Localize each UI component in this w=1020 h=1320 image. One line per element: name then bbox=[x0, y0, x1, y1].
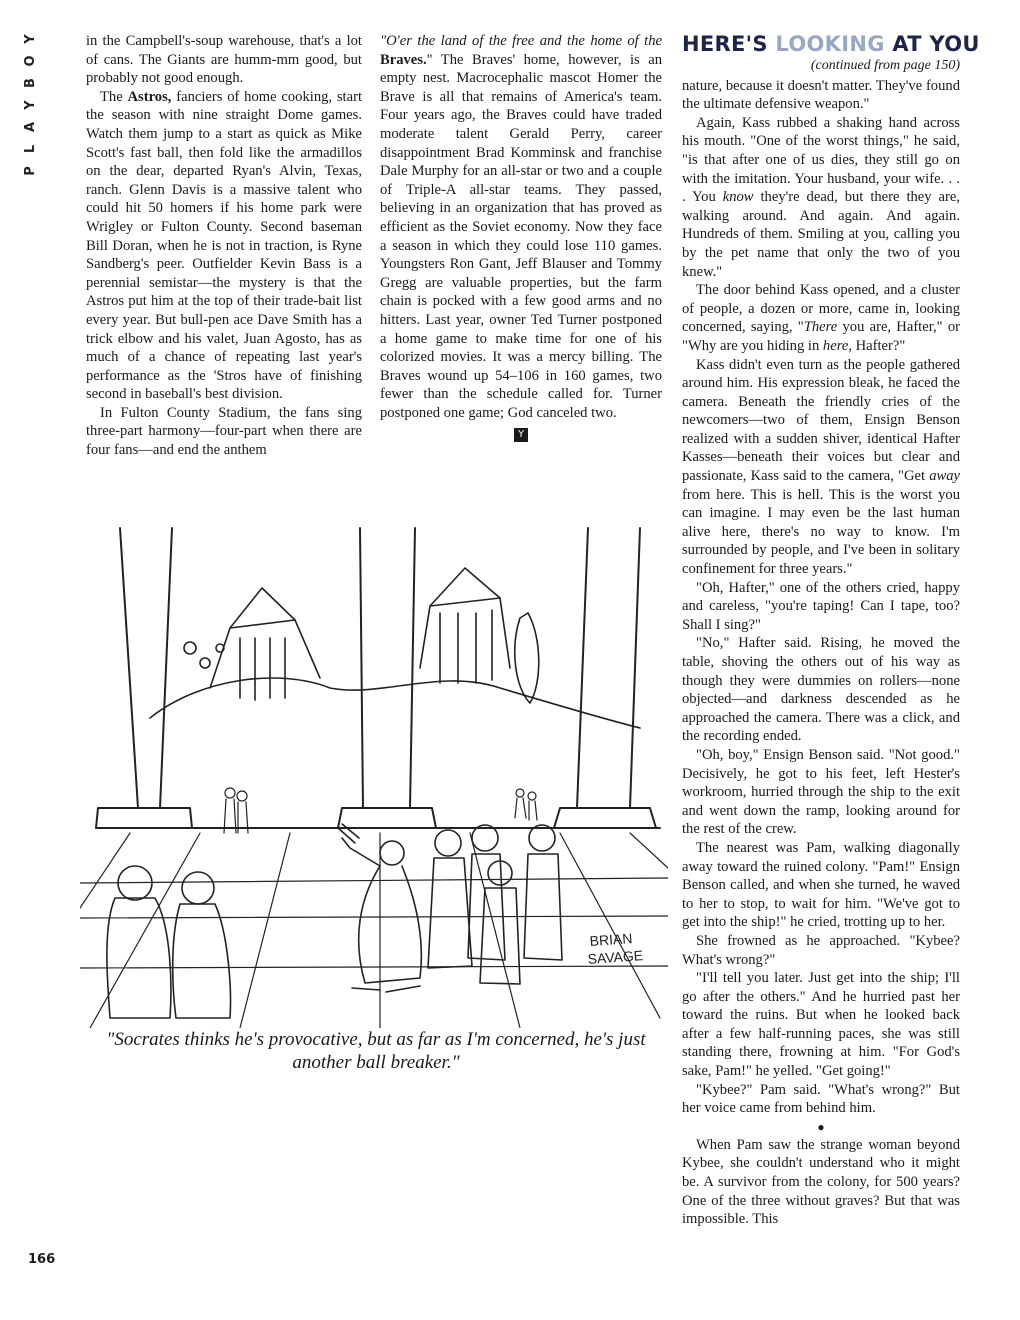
italic-text: "O'er the land of the free and the home of the bbox=[380, 33, 662, 49]
end-of-article-mark: Y bbox=[514, 428, 528, 442]
text-run: in the Campbell's-soup warehouse, that's a lot of cans. The Giants are humm-mm good, but probably not good enough. bbox=[86, 33, 362, 87]
text-run: "Oh, Hafter," one of the others cried, happy and careless, "you're taping! Can I tape, too? Shall I sing?" bbox=[682, 579, 960, 633]
italic-text: There bbox=[803, 319, 838, 336]
text-run: fanciers of home cooking, start the season with nine straight Dome games. Watch them jump to a start as quick as Mike Scott's fast ball, then fold like the armadillos on the dear, departed Ryan's Alvin, Texas, ranch. Glenn Davis is a massive talent who could hit 50 homers if his home park were Wrigley or Fulton County. Second baseman Bill Doran, when he is not in traction, is Ryne Sandberg's peer. Outfielder Kevin Bass is a perennial semistar—the mystery is that the Astros put him at the top of their trade-bait list every year. But bull-pen ace Dave Smith has a trick elbow and his valet, Juan Agosto, has as much of a chance of repeating last year's performance as the 'Stros have of finishing second in baseball's best division. bbox=[86, 88, 362, 403]
magazine-letter: L bbox=[23, 144, 38, 154]
text-run: , Hafter?" bbox=[848, 337, 906, 354]
bold-text: Braves. bbox=[380, 51, 427, 68]
heading-part: HERE'S bbox=[682, 32, 776, 56]
paragraph bbox=[682, 1081, 960, 1118]
temple-scene bbox=[150, 568, 640, 728]
text-run: Again, Kass rubbed a shaking hand across his mouth. "One of the worst things," he said, "is that after one of us dies, they still go on with the imitation. Your husband, your wife. . . . You bbox=[682, 114, 960, 206]
baseball-article-column-2 bbox=[380, 32, 662, 442]
text-run: "No," Hafter said. Rising, he moved the table, shoving the others out of his way as though they were dummies on rollers—none objected—and darkness descended as he approached the camera. There was a click, and the recording ended. bbox=[682, 635, 960, 745]
text-run: nature, because it doesn't matter. They've found the ultimate defensive weapon." bbox=[682, 77, 960, 113]
story-heading bbox=[682, 32, 980, 56]
text-run: from here. This is hell. This is the worst you can imagine. I may even be the last human alive here, there's no way to know. I'm surrounded by people, and I've been in solitary confinement for three years." bbox=[682, 486, 960, 578]
text-run: When Pam saw the strange woman beyond Kybee, she couldn't understand who it might be. A survivor from the colony, for 500 years? One of the three without graves? But that was impossible. This bbox=[682, 1136, 960, 1228]
heading-part-highlight: LOOKING bbox=[775, 32, 885, 56]
text-run: " The Braves' home, however, is an empty nest. Macrocephalic mascot Homer the Brave is all that remains of America's team. Four years ago, the Braves could have traded moderate talent Gerald Perry, career disappointment Brad Komminsk and franchise Dale Murphy for an all-star or two and a couple of Triple-A all-star teams. They passed, believing in an organization that has proved as efficient as the Soviet economy. Now they face a season in which they could lose 110 games. Youngsters Ron Gant, Jeff Blauser and Tommy Gregg are valuable properties, but the farm chain is pocked with a few good arms and no hitters. Last year, owner Ted Turner postponed a home game to make time for one of his colorized movies. It was a mercy billing. The Braves wound up 54–106 in 160 games, two fewer than the schedule called for. Turner postponed one game; God canceled two. bbox=[380, 51, 662, 421]
magazine-letter: Y bbox=[23, 100, 38, 110]
text-run: "Oh, boy," Ensign Benson said. "Not good." Decisively, he got to his feet, left Hester's workroom, hurried through the ship to the exit and went down the ramp, looking around for the rest of the crew. bbox=[682, 746, 960, 838]
magazine-letter: B bbox=[23, 78, 38, 88]
artist-signature bbox=[587, 930, 643, 967]
columns bbox=[96, 528, 660, 828]
signature-line-1: BRIAN bbox=[589, 930, 633, 949]
paragraph bbox=[682, 114, 960, 281]
magazine-letter: P bbox=[23, 166, 38, 176]
column-2-text bbox=[380, 32, 662, 422]
italic-text: here bbox=[822, 337, 849, 354]
paragraph bbox=[682, 356, 960, 579]
paragraph bbox=[682, 634, 960, 746]
bold-text: Astros, bbox=[127, 88, 172, 105]
paragraph bbox=[86, 404, 362, 460]
text-run: The bbox=[100, 88, 128, 105]
paragraph bbox=[682, 746, 960, 839]
magazine-letter: A bbox=[23, 121, 38, 133]
magazine-name-vertical bbox=[22, 28, 46, 182]
paragraph bbox=[682, 969, 960, 1081]
signature-line-2: SAVAGE bbox=[587, 947, 644, 967]
paragraph bbox=[682, 77, 960, 114]
heading-part: AT YOU bbox=[884, 32, 980, 56]
paragraph bbox=[380, 32, 662, 422]
text-run: The nearest was Pam, walking diagonally away toward the ruined colony. "Pam!" Ensign Benson called, and when she turned, he waved to her to stop, to wait for him. "We've got to get into the ship!" he cried, trotting up to her. bbox=[682, 839, 960, 931]
text-run: they're dead, but there they are, walking around. And again. And again. Hundreds of them. Smiling at you, calling you by the pet name that only the two of you knew." bbox=[682, 189, 961, 280]
story-text bbox=[682, 77, 960, 1229]
italic-text: know bbox=[722, 189, 754, 206]
text-run: In Fulton County Stadium, the fans sing three-part harmony—four-part when there are four fans—and end the anthem bbox=[86, 404, 362, 459]
text-run: "Kybee?" Pam said. "What's wrong?" But her voice came from behind him. bbox=[682, 1081, 960, 1117]
paragraph bbox=[682, 579, 960, 635]
text-run: Kass didn't even turn as the people gathered around him. His expression bleak, he faced the camera. Beneath the friendly cries of the newcomers—two of them, Ensign Benson realized with a sudden shiver, identical Hafter Kasses—beneath their voices but clear and passionate, Kass said to the camera, "Get bbox=[682, 356, 960, 485]
paragraph bbox=[682, 1136, 960, 1229]
text-run: She frowned as he approached. "Kybee? What's wrong?" bbox=[682, 932, 960, 968]
paragraph bbox=[682, 932, 960, 969]
cartoon-caption: "Socrates thinks he's provocative, but as far as I'm concerned, he's just another ball breaker." bbox=[106, 1029, 646, 1073]
magazine-letter: O bbox=[23, 55, 38, 67]
paragraph bbox=[682, 839, 960, 932]
baseball-article-column-1 bbox=[86, 32, 362, 460]
paragraph bbox=[86, 88, 362, 404]
text-run: The door behind Kass opened, and a cluster of people, a dozen or more, came in, looking concerned, saying, " bbox=[682, 282, 960, 336]
paragraph bbox=[86, 32, 362, 88]
italic-text: away bbox=[929, 468, 960, 485]
paragraph bbox=[682, 281, 960, 355]
text-run: "I'll tell you later. Just get into the ship; I'll go after the others." And he hurried past her toward the ruins. But when he looked back after a few half-running paces, she was still standing there, frowning at him. "For God's sake, Pam!" he yelled. "Get going!" bbox=[682, 970, 960, 1080]
magazine-letter: Y bbox=[23, 34, 38, 44]
continued-from-note: (continued from page 150) bbox=[810, 58, 960, 73]
story-column bbox=[682, 32, 980, 1229]
page-number: 166 bbox=[28, 1252, 56, 1267]
text-run: you are, Hafter," or "Why are you hiding in bbox=[682, 319, 960, 354]
cartoon-illustration bbox=[80, 488, 668, 1028]
section-break-bullet: ● bbox=[817, 1119, 825, 1134]
